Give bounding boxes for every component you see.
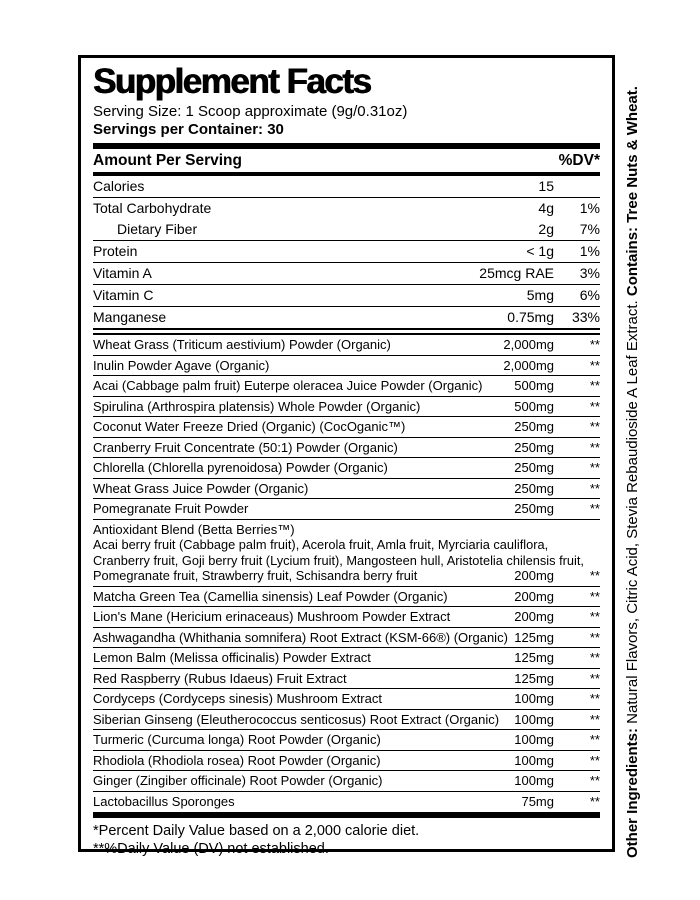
ingredient-name-label: Rhodiola (Rhodiola rosea) Root Powder (Organic) xyxy=(93,752,381,768)
ingredient-dv: ** xyxy=(589,419,600,434)
ingredient-row xyxy=(93,770,600,791)
ingredient-dv: ** xyxy=(589,337,600,352)
ingredient-name xyxy=(93,712,509,728)
nutrient-amount: 0.75mg xyxy=(507,309,554,325)
ingredient-row xyxy=(93,416,600,437)
ingredient-name-label: Ginger (Zingiber officinale) Root Powder (Organic) xyxy=(93,773,383,788)
ingredient-description: Acai berry fruit (Cabbage palm fruit), Acerola fruit, Amla fruit, Myrciaria cauliflora, Cranberry fruit, Goji berry fruit (Lycium fruit), Mangosteen hull, Aristotelia chilensis fruit, Pomegranate fruit, Strawberry fruit, Schisandra berry fruit xyxy=(93,537,584,583)
ingredient-amount: 100mg xyxy=(514,732,554,747)
nutrient-dv: 6% xyxy=(579,287,600,303)
ingredient-name xyxy=(93,650,509,666)
ingredient-name-label: Wheat Grass (Triticum aestivium) Powder (Organic) xyxy=(93,337,391,352)
ingredient-dv: ** xyxy=(589,773,600,788)
ingredient-dv: ** xyxy=(589,670,600,686)
ingredient-name-label: Lemon Balm (Melissa officinalis) Powder Extract xyxy=(93,650,371,665)
ingredient-name xyxy=(93,773,509,789)
nutrient-name-label: Protein xyxy=(93,243,138,259)
ingredient-name-label: Spirulina (Arthrospira platensis) Whole Powder (Organic) xyxy=(93,398,421,414)
ingredient-dv: ** xyxy=(589,793,600,809)
ingredient-amount: 100mg xyxy=(514,711,554,727)
ingredient-name xyxy=(93,630,509,646)
nutrient-row xyxy=(93,240,600,262)
ingredient-amount: 125mg xyxy=(514,650,554,665)
nutrient-name xyxy=(93,221,533,238)
ingredient-row xyxy=(93,586,600,607)
ingredient-amount: 75mg xyxy=(521,793,554,809)
ingredient-dv: ** xyxy=(589,711,600,727)
nutrient-name xyxy=(93,265,474,282)
ingredient-name-label: Pomegranate Fruit Powder xyxy=(93,501,249,516)
ingredient-name xyxy=(93,378,509,394)
allergen-statement: Contains: Tree Nuts & Wheat. xyxy=(624,86,641,297)
ingredient-amount: 125mg xyxy=(514,629,554,645)
nutrient-name xyxy=(93,200,533,217)
ingredient-amount: 250mg xyxy=(514,439,554,455)
ingredient-dv: ** xyxy=(589,588,600,604)
ingredient-name xyxy=(93,460,509,476)
ingredient-name xyxy=(93,337,498,353)
ingredient-name xyxy=(93,399,509,415)
ingredient-row xyxy=(93,457,600,478)
nutrient-name-label: Dietary Fiber xyxy=(117,221,198,237)
nutrients-table xyxy=(93,176,600,328)
ingredient-dv: ** xyxy=(589,568,600,583)
ingredient-row xyxy=(93,335,600,355)
ingredient-row xyxy=(93,750,600,771)
ingredients-table xyxy=(93,335,600,811)
nutrient-name xyxy=(93,309,502,326)
ingredient-name xyxy=(93,609,509,625)
ingredient-row xyxy=(93,668,600,689)
ingredient-dv: ** xyxy=(589,650,600,665)
nutrient-name-label: Manganese xyxy=(93,309,167,325)
nutrient-name-label: Total Carbohydrate xyxy=(93,200,212,216)
ingredient-name xyxy=(93,589,509,605)
ingredient-row xyxy=(93,729,600,750)
ingredient-amount: 200mg xyxy=(514,588,554,604)
nutrient-dv: 7% xyxy=(579,221,600,237)
panel-title: Supplement Facts xyxy=(93,62,371,101)
nutrient-name-label: Vitamin A xyxy=(93,265,152,281)
nutrient-amount: 5mg xyxy=(526,287,554,303)
nutrient-name-label: Vitamin C xyxy=(93,287,154,303)
ingredient-name-label: Cranberry Fruit Concentrate (50:1) Powder (Organic) xyxy=(93,439,398,455)
nutrient-row xyxy=(93,284,600,306)
nutrient-amount: 15 xyxy=(538,178,554,194)
nutrient-name xyxy=(93,287,522,304)
ingredient-name-label: Wheat Grass Juice Powder (Organic) xyxy=(93,480,309,496)
supplement-facts-panel xyxy=(78,55,615,857)
ingredient-row xyxy=(93,709,600,730)
ingredient-dv: ** xyxy=(589,398,600,414)
ingredient-amount: 200mg xyxy=(514,609,554,624)
column-header-row xyxy=(93,149,600,172)
nutrient-dv: 1% xyxy=(579,243,600,259)
ingredient-row xyxy=(93,355,600,376)
nutrient-row xyxy=(93,262,600,284)
ingredient-row xyxy=(93,688,600,709)
ingredient-name-label: Inulin Powder Agave (Organic) xyxy=(93,357,270,373)
ingredient-name xyxy=(93,440,509,456)
ingredient-name xyxy=(93,753,509,769)
servings-per-container-text: Servings per Container: 30 xyxy=(93,121,284,138)
ingredient-dv: ** xyxy=(589,480,600,496)
ingredient-name-label: Acai (Cabbage palm fruit) Euterpe oleracea Juice Powder (Organic) xyxy=(93,378,483,393)
ingredient-amount: 100mg xyxy=(514,691,554,706)
ingredient-row xyxy=(93,519,600,586)
ingredient-amount: 250mg xyxy=(514,480,554,496)
nutrient-row xyxy=(93,176,600,197)
amount-per-serving-header: Amount Per Serving xyxy=(93,152,242,169)
nutrient-row xyxy=(93,306,600,328)
ingredient-name-label: Siberian Ginseng (Eleutherococcus senticosus) Root Extract (Organic) xyxy=(93,711,500,727)
ingredient-name xyxy=(93,419,509,435)
double-rule xyxy=(93,328,600,335)
ingredient-name-label: Coconut Water Freeze Dried (Organic) (CocOganic™) xyxy=(93,419,406,434)
ingredient-name-label: Red Raspberry (Rubus Idaeus) Fruit Extract xyxy=(93,670,347,686)
ingredient-name-label: Lactobacillus Sporonges xyxy=(93,793,235,809)
nutrient-amount: 2g xyxy=(538,221,554,237)
thick-rule-bottom xyxy=(93,812,600,818)
ingredient-name-label: Cordyceps (Cordyceps sinesis) Mushroom Extract xyxy=(93,691,382,706)
ingredient-amount: 100mg xyxy=(514,773,554,788)
other-ingredients-list: Natural Flavors, Citric Acid, Stevia Rebaudioside A Leaf Extract. xyxy=(624,296,641,728)
nutrient-name-label: Calories xyxy=(93,178,145,194)
ingredient-name-label: Lion's Mane (Hericium erinaceaus) Mushroom Powder Extract xyxy=(93,609,451,624)
ingredient-amount: 125mg xyxy=(514,670,554,686)
ingredient-name xyxy=(93,481,509,497)
nutrient-row xyxy=(93,197,600,219)
ingredient-dv: ** xyxy=(589,378,600,393)
ingredient-name-label: Ashwagandha (Whithania somnifera) Root Extract (KSM-66®) (Organic) xyxy=(93,629,508,645)
nutrient-amount: 25mcg RAE xyxy=(479,265,554,281)
ingredient-dv: ** xyxy=(589,439,600,455)
ingredient-row xyxy=(93,498,600,519)
ingredient-row xyxy=(93,791,600,812)
ingredient-name xyxy=(93,691,509,707)
ingredient-amount: 100mg xyxy=(514,752,554,768)
ingredient-row xyxy=(93,375,600,396)
ingredient-dv: ** xyxy=(589,460,600,475)
nutrient-dv: 3% xyxy=(579,265,600,281)
ingredient-amount: 2,000mg xyxy=(503,337,554,352)
ingredient-row xyxy=(93,606,600,627)
ingredient-dv: ** xyxy=(589,609,600,624)
ingredient-name-label: Antioxidant Blend (Betta Berries™) xyxy=(93,521,295,537)
serving-size-text: Serving Size: 1 Scoop approximate (9g/0.31oz) xyxy=(93,103,408,120)
ingredient-amount: 250mg xyxy=(514,501,554,516)
dv-header: %DV* xyxy=(558,152,600,169)
nutrient-name xyxy=(93,178,533,195)
ingredient-amount: 2,000mg xyxy=(503,357,554,373)
ingredient-row xyxy=(93,437,600,458)
ingredient-amount: 200mg xyxy=(514,568,554,583)
ingredient-dv: ** xyxy=(589,501,600,516)
ingredient-dv: ** xyxy=(589,732,600,747)
nutrient-row xyxy=(93,219,600,240)
ingredient-dv: ** xyxy=(589,691,600,706)
ingredient-row xyxy=(93,478,600,499)
ingredient-name xyxy=(93,732,509,748)
ingredient-name xyxy=(93,794,516,810)
ingredient-dv: ** xyxy=(589,629,600,645)
nutrient-amount: 4g xyxy=(538,200,554,216)
ingredient-amount: 250mg xyxy=(514,419,554,434)
ingredient-dv: ** xyxy=(589,357,600,373)
ingredient-name xyxy=(93,671,509,687)
ingredient-name xyxy=(93,358,498,374)
ingredient-name-label: Matcha Green Tea (Camellia sinensis) Leaf Powder (Organic) xyxy=(93,588,448,604)
nutrient-amount: < 1g xyxy=(526,243,554,259)
ingredient-name-label: Chlorella (Chlorella pyrenoidosa) Powder (Organic) xyxy=(93,460,388,475)
ingredient-row xyxy=(93,627,600,648)
ingredient-name-label: Turmeric (Curcuma longa) Root Powder (Organic) xyxy=(93,732,381,747)
ingredient-amount: 500mg xyxy=(514,398,554,414)
other-ingredients-sidebar xyxy=(623,46,645,858)
ingredient-dv: ** xyxy=(589,752,600,768)
footnotes xyxy=(93,820,600,858)
ingredient-amount: 250mg xyxy=(514,460,554,475)
nutrient-dv: 1% xyxy=(579,200,600,216)
footnote-not-established: **%Daily Value (DV) not established. xyxy=(93,840,329,857)
nutrient-name xyxy=(93,243,521,260)
ingredient-row xyxy=(93,396,600,417)
other-ingredients-label: Other Ingredients: xyxy=(624,727,641,858)
footnote-percent-dv: *Percent Daily Value based on a 2,000 calorie diet. xyxy=(93,823,420,839)
ingredient-name xyxy=(93,501,509,517)
nutrient-dv: 33% xyxy=(571,309,600,325)
ingredient-amount: 500mg xyxy=(514,378,554,393)
ingredient-row xyxy=(93,647,600,668)
